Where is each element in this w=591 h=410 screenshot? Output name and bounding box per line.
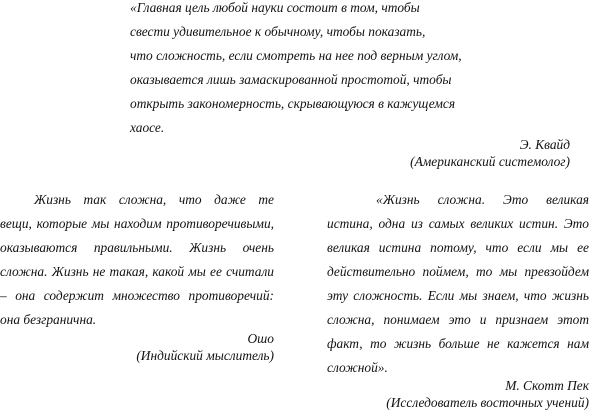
left-quote-line-5: – она содержит множество противоречий: bbox=[0, 288, 274, 303]
right-epigraph-quote bbox=[327, 192, 589, 375]
right-epigraph-author-title: (Исследователь восточных учений) bbox=[386, 395, 589, 410]
left-epigraph-author: Ошо bbox=[247, 331, 274, 346]
left-quote-line-3: оказываются правильными. Жизнь очень bbox=[0, 240, 274, 255]
right-quote-line-8: сложной». bbox=[327, 360, 388, 375]
top-quote-line-2: свести удивительное к обычному, чтобы показать, bbox=[130, 24, 426, 39]
top-epigraph-author-title: (Американский системолог) bbox=[410, 154, 570, 169]
left-quote-line-1: Жизнь так сложна, что даже те bbox=[34, 192, 274, 207]
left-epigraph-quote bbox=[0, 192, 274, 332]
right-quote-line-4: действительно поймем, то мы превзойдем bbox=[327, 264, 589, 279]
top-quote-line-3: что сложность, если смотреть на нее под верным углом, bbox=[130, 48, 462, 63]
right-quote-line-3: великая истина потому, что если мы ее bbox=[327, 240, 589, 255]
right-quote-line-2: истина, одна из самых великих истин. Это bbox=[327, 216, 589, 231]
top-epigraph-quote bbox=[130, 0, 470, 140]
right-quote-line-5: эту сложность. Если мы знаем, что жизнь bbox=[327, 288, 589, 303]
right-quote-line-7: факт, то жизнь больше не кажется нам bbox=[327, 336, 589, 351]
left-quote-line-4: сложна. Жизнь не такая, какой мы ее считали bbox=[0, 264, 274, 279]
top-quote-line-1: «Главная цель любой науки состоит в том, чтобы bbox=[130, 0, 420, 15]
top-quote-line-4: оказывается лишь замаскированной простотой, чтобы bbox=[130, 72, 452, 87]
top-quote-line-6: хаосе. bbox=[130, 120, 165, 135]
right-epigraph-attribution bbox=[360, 378, 589, 410]
right-quote-line-1: «Жизнь сложна. Это великая bbox=[376, 192, 589, 207]
top-epigraph-attribution bbox=[330, 137, 570, 171]
left-epigraph-author-title: (Индийский мыслитель) bbox=[136, 348, 274, 363]
right-quote-line-6: сложна, понимаем это и признаем этот bbox=[327, 312, 589, 327]
top-epigraph-author: Э. Квайд bbox=[519, 137, 570, 152]
left-quote-line-2: вещи, которые мы находим противоречивыми, bbox=[0, 216, 274, 231]
left-epigraph-attribution bbox=[100, 331, 274, 365]
right-epigraph-author: М. Скотт Пек bbox=[505, 378, 589, 393]
left-quote-line-6: она безгранична. bbox=[0, 312, 97, 327]
top-quote-line-5: открыть закономерность, скрывающуюся в кажущемся bbox=[130, 96, 456, 111]
